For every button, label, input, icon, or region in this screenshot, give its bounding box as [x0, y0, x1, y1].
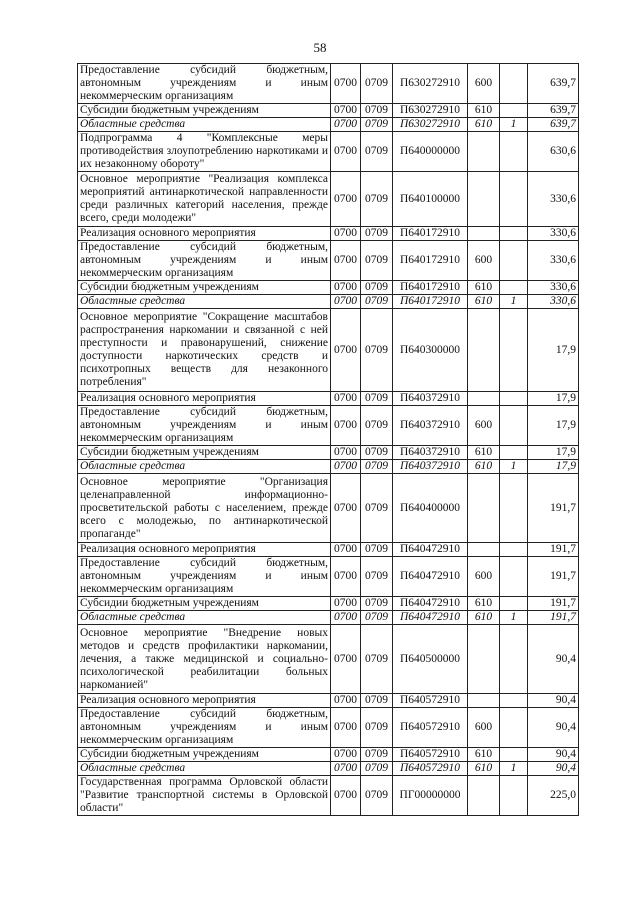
subsection-code-cell: 0709: [361, 460, 393, 474]
target-article-cell: П630272910: [393, 118, 468, 132]
subsection-code-cell: 0709: [361, 748, 393, 762]
row-name-cell: Предоставление субсидий бюджетным, автономным учреждениям и иным некоммерческим организациям: [78, 406, 331, 446]
table-row: [78, 118, 579, 132]
amount-cell: 191,7: [528, 597, 579, 611]
fund-source-cell: [500, 281, 528, 295]
table-row: [78, 309, 579, 392]
fund-source-cell: [500, 172, 528, 227]
table-row: [78, 776, 579, 816]
section-code-cell: 0700: [331, 474, 361, 543]
table-row: [78, 474, 579, 543]
row-name-cell: Реализация основного мероприятия: [78, 392, 331, 406]
target-article-cell: П640572910: [393, 748, 468, 762]
fund-source-cell: [500, 543, 528, 557]
target-article-cell: П640472910: [393, 597, 468, 611]
section-code-cell: 0700: [331, 64, 361, 104]
fund-source-cell: [500, 474, 528, 543]
expense-type-cell: 610: [468, 460, 500, 474]
expense-type-cell: [468, 309, 500, 392]
section-code-cell: 0700: [331, 172, 361, 227]
subsection-code-cell: 0709: [361, 64, 393, 104]
row-name-cell: Предоставление субсидий бюджетным, автономным учреждениям и иным некоммерческим организациям: [78, 241, 331, 281]
amount-cell: 630,6: [528, 132, 579, 172]
fund-source-cell: [500, 694, 528, 708]
subsection-code-cell: 0709: [361, 406, 393, 446]
fund-source-cell: [500, 776, 528, 816]
fund-source-cell: [500, 309, 528, 392]
expense-type-cell: [468, 474, 500, 543]
amount-cell: 330,6: [528, 295, 579, 309]
table-row: [78, 172, 579, 227]
subsection-code-cell: 0709: [361, 708, 393, 748]
section-code-cell: 0700: [331, 625, 361, 694]
amount-cell: 17,9: [528, 460, 579, 474]
section-code-cell: 0700: [331, 762, 361, 776]
fund-source-cell: [500, 132, 528, 172]
target-article-cell: П640372910: [393, 446, 468, 460]
target-article-cell: П640372910: [393, 460, 468, 474]
target-article-cell: П640472910: [393, 557, 468, 597]
expense-type-cell: [468, 625, 500, 694]
section-code-cell: 0700: [331, 295, 361, 309]
target-article-cell: П640572910: [393, 762, 468, 776]
section-code-cell: 0700: [331, 708, 361, 748]
table-row: [78, 281, 579, 295]
table-row: [78, 227, 579, 241]
table-row: [78, 597, 579, 611]
target-article-cell: П640472910: [393, 543, 468, 557]
row-name-cell: Основное мероприятие "Внедрение новых методов и средств профилактики наркомании, лечения, а также медицинской и социально-психологической реабилитации больных наркоманией": [78, 625, 331, 694]
subsection-code-cell: 0709: [361, 776, 393, 816]
row-name-cell: Реализация основного мероприятия: [78, 694, 331, 708]
section-code-cell: 0700: [331, 241, 361, 281]
row-name-cell: Областные средства: [78, 118, 331, 132]
target-article-cell: П640372910: [393, 406, 468, 446]
row-name-cell: Областные средства: [78, 460, 331, 474]
amount-cell: 90,4: [528, 762, 579, 776]
table-row: [78, 557, 579, 597]
target-article-cell: П640172910: [393, 295, 468, 309]
expense-type-cell: 600: [468, 241, 500, 281]
amount-cell: 90,4: [528, 625, 579, 694]
amount-cell: 639,7: [528, 118, 579, 132]
table-row: [78, 460, 579, 474]
amount-cell: 90,4: [528, 748, 579, 762]
fund-source-cell: [500, 392, 528, 406]
section-code-cell: 0700: [331, 227, 361, 241]
section-code-cell: 0700: [331, 543, 361, 557]
table-row: [78, 64, 579, 104]
amount-cell: 330,6: [528, 241, 579, 281]
amount-cell: 330,6: [528, 227, 579, 241]
section-code-cell: 0700: [331, 611, 361, 625]
expense-type-cell: [468, 227, 500, 241]
target-article-cell: П640172910: [393, 281, 468, 295]
subsection-code-cell: 0709: [361, 597, 393, 611]
subsection-code-cell: 0709: [361, 227, 393, 241]
subsection-code-cell: 0709: [361, 104, 393, 118]
section-code-cell: 0700: [331, 748, 361, 762]
target-article-cell: П640500000: [393, 625, 468, 694]
fund-source-cell: [500, 625, 528, 694]
amount-cell: 225,0: [528, 776, 579, 816]
section-code-cell: 0700: [331, 557, 361, 597]
amount-cell: 639,7: [528, 64, 579, 104]
table-row: [78, 446, 579, 460]
fund-source-cell: [500, 104, 528, 118]
section-code-cell: 0700: [331, 104, 361, 118]
target-article-cell: ПГ00000000: [393, 776, 468, 816]
section-code-cell: 0700: [331, 392, 361, 406]
row-name-cell: Предоставление субсидий бюджетным, автономным учреждениям и иным некоммерческим организациям: [78, 708, 331, 748]
section-code-cell: 0700: [331, 132, 361, 172]
expense-type-cell: 610: [468, 611, 500, 625]
row-name-cell: Основное мероприятие "Сокращение масштабов распространения наркомании и связанной с ней преступности и правонарушений, снижение доступности наркотических средств и психотропных веществ для незаконного потребления": [78, 309, 331, 392]
table-row: [78, 132, 579, 172]
row-name-cell: Субсидии бюджетным учреждениям: [78, 104, 331, 118]
fund-source-cell: [500, 708, 528, 748]
fund-source-cell: [500, 406, 528, 446]
amount-cell: 17,9: [528, 446, 579, 460]
page-number: 58: [313, 40, 327, 55]
subsection-code-cell: 0709: [361, 241, 393, 281]
row-name-cell: Реализация основного мероприятия: [78, 227, 331, 241]
subsection-code-cell: 0709: [361, 392, 393, 406]
section-code-cell: 0700: [331, 406, 361, 446]
fund-source-cell: [500, 64, 528, 104]
amount-cell: 90,4: [528, 708, 579, 748]
fund-source-cell: [500, 748, 528, 762]
target-article-cell: П630272910: [393, 64, 468, 104]
target-article-cell: П640172910: [393, 227, 468, 241]
amount-cell: 330,6: [528, 172, 579, 227]
row-name-cell: Основное мероприятие "Организация целенаправленной информационно-просветительской работы с населением, прежде всего с молодежью, по антинаркотической пропаганде": [78, 474, 331, 543]
section-code-cell: 0700: [331, 281, 361, 295]
fund-source-cell: 1: [500, 118, 528, 132]
section-code-cell: 0700: [331, 776, 361, 816]
expense-type-cell: 600: [468, 406, 500, 446]
row-name-cell: Предоставление субсидий бюджетным, автономным учреждениям и иным некоммерческим организациям: [78, 557, 331, 597]
subsection-code-cell: 0709: [361, 118, 393, 132]
expense-type-cell: 600: [468, 557, 500, 597]
target-article-cell: П630272910: [393, 104, 468, 118]
amount-cell: 191,7: [528, 611, 579, 625]
section-code-cell: 0700: [331, 694, 361, 708]
row-name-cell: Субсидии бюджетным учреждениям: [78, 446, 331, 460]
amount-cell: 639,7: [528, 104, 579, 118]
target-article-cell: П640400000: [393, 474, 468, 543]
table-row: [78, 625, 579, 694]
row-name-cell: Областные средства: [78, 295, 331, 309]
subsection-code-cell: 0709: [361, 309, 393, 392]
target-article-cell: П640472910: [393, 611, 468, 625]
section-code-cell: 0700: [331, 309, 361, 392]
row-name-cell: Основное мероприятие "Реализация комплекса мероприятий антинаркотической направленности среди различных категорий населения, прежде всего, среди молодежи": [78, 172, 331, 227]
table-row: [78, 392, 579, 406]
expense-type-cell: 610: [468, 748, 500, 762]
row-name-cell: Областные средства: [78, 611, 331, 625]
row-name-cell: Областные средства: [78, 762, 331, 776]
expense-type-cell: 610: [468, 295, 500, 309]
expense-type-cell: 600: [468, 708, 500, 748]
amount-cell: 191,7: [528, 474, 579, 543]
subsection-code-cell: 0709: [361, 762, 393, 776]
target-article-cell: П640300000: [393, 309, 468, 392]
expense-type-cell: [468, 132, 500, 172]
expense-type-cell: [468, 543, 500, 557]
expense-type-cell: [468, 392, 500, 406]
amount-cell: 17,9: [528, 406, 579, 446]
table-row: [78, 406, 579, 446]
amount-cell: 191,7: [528, 557, 579, 597]
expense-type-cell: 610: [468, 281, 500, 295]
amount-cell: 17,9: [528, 309, 579, 392]
subsection-code-cell: 0709: [361, 694, 393, 708]
expense-type-cell: 600: [468, 64, 500, 104]
table-row: [78, 611, 579, 625]
table-row: [78, 295, 579, 309]
table-row: [78, 748, 579, 762]
target-article-cell: П640372910: [393, 392, 468, 406]
amount-cell: 330,6: [528, 281, 579, 295]
row-name-cell: Предоставление субсидий бюджетным, автономным учреждениям и иным некоммерческим организациям: [78, 64, 331, 104]
row-name-cell: Субсидии бюджетным учреждениям: [78, 281, 331, 295]
subsection-code-cell: 0709: [361, 295, 393, 309]
target-article-cell: П640572910: [393, 708, 468, 748]
fund-source-cell: 1: [500, 611, 528, 625]
table-row: [78, 762, 579, 776]
subsection-code-cell: 0709: [361, 132, 393, 172]
expense-type-cell: 610: [468, 118, 500, 132]
fund-source-cell: 1: [500, 460, 528, 474]
table-row: [78, 241, 579, 281]
fund-source-cell: 1: [500, 762, 528, 776]
target-article-cell: П640100000: [393, 172, 468, 227]
expense-type-cell: 610: [468, 762, 500, 776]
row-name-cell: Реализация основного мероприятия: [78, 543, 331, 557]
amount-cell: 17,9: [528, 392, 579, 406]
expense-type-cell: [468, 694, 500, 708]
fund-source-cell: [500, 597, 528, 611]
expense-type-cell: 610: [468, 446, 500, 460]
target-article-cell: П640000000: [393, 132, 468, 172]
table-row: [78, 708, 579, 748]
subsection-code-cell: 0709: [361, 446, 393, 460]
table-row: [78, 543, 579, 557]
expense-type-cell: 610: [468, 104, 500, 118]
table-row: [78, 104, 579, 118]
subsection-code-cell: 0709: [361, 281, 393, 295]
section-code-cell: 0700: [331, 446, 361, 460]
section-code-cell: 0700: [331, 597, 361, 611]
subsection-code-cell: 0709: [361, 557, 393, 597]
table-row: [78, 694, 579, 708]
fund-source-cell: [500, 446, 528, 460]
section-code-cell: 0700: [331, 460, 361, 474]
row-name-cell: Субсидии бюджетным учреждениям: [78, 597, 331, 611]
amount-cell: 90,4: [528, 694, 579, 708]
row-name-cell: Государственная программа Орловской области "Развитие транспортной системы в Орловской области": [78, 776, 331, 816]
subsection-code-cell: 0709: [361, 172, 393, 227]
expense-type-cell: 610: [468, 597, 500, 611]
section-code-cell: 0700: [331, 118, 361, 132]
subsection-code-cell: 0709: [361, 474, 393, 543]
fund-source-cell: [500, 557, 528, 597]
subsection-code-cell: 0709: [361, 543, 393, 557]
budget-table: [77, 63, 579, 816]
fund-source-cell: 1: [500, 295, 528, 309]
fund-source-cell: [500, 227, 528, 241]
subsection-code-cell: 0709: [361, 625, 393, 694]
fund-source-cell: [500, 241, 528, 281]
target-article-cell: П640572910: [393, 694, 468, 708]
subsection-code-cell: 0709: [361, 611, 393, 625]
expense-type-cell: [468, 776, 500, 816]
row-name-cell: Подпрограмма 4 "Комплексные меры противодействия злоупотреблению наркотиками и их незаконному обороту": [78, 132, 331, 172]
target-article-cell: П640172910: [393, 241, 468, 281]
amount-cell: 191,7: [528, 543, 579, 557]
expense-type-cell: [468, 172, 500, 227]
row-name-cell: Субсидии бюджетным учреждениям: [78, 748, 331, 762]
